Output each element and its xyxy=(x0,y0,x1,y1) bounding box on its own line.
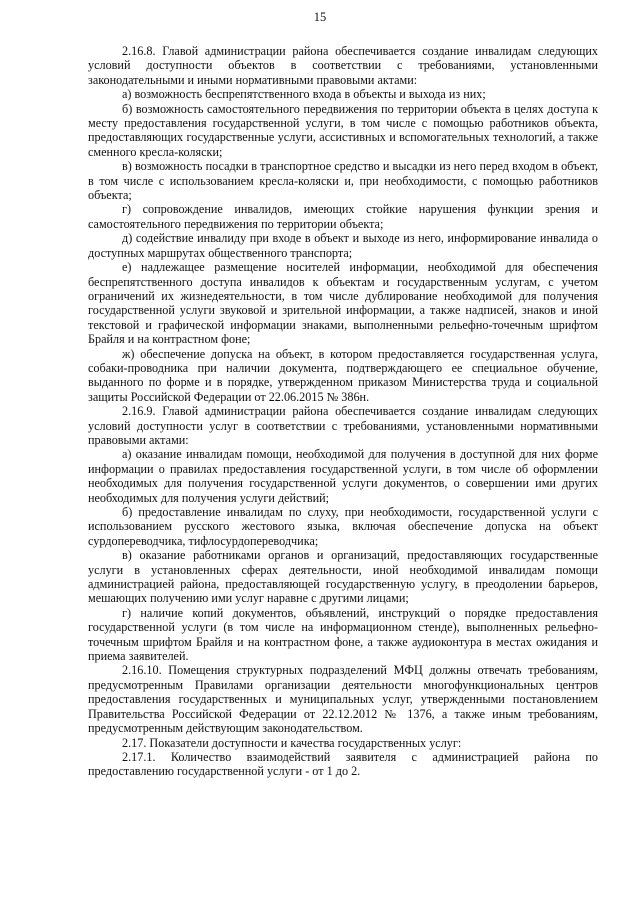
paragraph-2-16-10: 2.16.10. Помещения структурных подразделений МФЦ должны отвечать требованиям, предусмотренным Правилами организации деятельности многофункциональных центров предоставления государственных и муниципальных услуг, утвержденными постановлением Правительства Российской Федерации от 22.12.2012 № 1376, а также иным требованиям, предусмотренным действующим законодательством. xyxy=(88,663,598,736)
list-item-a: а) возможность беспрепятственного входа в объекты и выхода из них; xyxy=(122,87,486,102)
paragraph-2-17-1: 2.17.1. Количество взаимодействий заявителя с администрацией района по предоставлению государственной услуги - от 1 до 2. xyxy=(88,749,598,779)
list-item-v: в) возможность посадки в транспортное средство и высадки из него перед входом в объект, в том числе с использованием кресла-коляски и, при необходимости, с помощью работников объекта; xyxy=(88,159,598,203)
list-item-e: е) надлежащее размещение носителей информации, необходимой для обеспечения беспрепятственного доступа инвалидов к объектам и государственным услугам, с учетом ограничений их жизнедеятельности, в том числе дублирование необходимой для получения государственной услуги звуковой и зрительной информации, а также надписей, знаков и иной текстовой и графической информации знаками, выполненными рельефно-точечным шрифтом Брайля и на контрастном фоне; xyxy=(88,260,598,347)
paragraph-2-16-9: 2.16.9. Главой администрации района обеспечивается создание инвалидам следующих условий доступности услуг в соответствии с требованиями, установленными нормативными правовыми актами: xyxy=(88,404,598,447)
list-item-b-2: б) предоставление инвалидам по слуху, при необходимости, государственной услуги с использованием русского жестового языка, включая обеспечение допуска на объект сурдопереводчика, тифлосурдопереводчика; xyxy=(88,505,598,548)
list-item-g-2: г) наличие копий документов, объявлений, инструкций о порядке предоставления государственной услуги (в том числе на информационном стенде), выполненных рельефно-точечным шрифтом Брайля и на контрастном фоне, а также аудиоконтура в местах ожидания и приема заявителей. xyxy=(88,605,598,664)
list-item-d: д) содействие инвалиду при входе в объект и выходе из него, информирование инвалида о доступных маршрутах общественного транспорта; xyxy=(88,231,598,260)
paragraph-2-17: 2.17. Показатели доступности и качества государственных услуг: xyxy=(122,735,462,750)
list-item-zh: ж) обеспечение допуска на объект, в котором предоставляется государственная услуга, собаки-проводника при наличии документа, подтверждающего ее специальное обучение, выданного по форме и в порядке, утвержденном приказом Министерства труда и социальной защиты Российской Федерации от 22.06.2015 № 386н. xyxy=(88,346,598,404)
page-number: 15 xyxy=(313,10,327,24)
document-body xyxy=(88,44,598,779)
list-item-b: б) возможность самостоятельного передвижения по территории объекта в целях доступа к месту предоставления государственной услуги, в том числе с помощью работников объекта, предоставляющих государственные услуги, ассистивных и вспомогательных технологий, а также сменного кресла-коляски; xyxy=(88,101,598,159)
list-item-a-2: а) оказание инвалидам помощи, необходимой для получения в доступной для них форме информации о правилах предоставления государственной услуги, в том числе об оформлении необходимых для получения государственной услуги документов, о совершении ими других необходимых для получения услуги действий; xyxy=(88,447,598,505)
list-item-v-2: в) оказание работниками органов и организаций, предоставляющих государственные услуги в установленных сферах деятельности, иной необходимой инвалидам помощи администрацией района, предоставляющей государственную услугу, в преодолении барьеров, мешающих получению ими услуг наравне с другими лицами; xyxy=(88,548,598,606)
list-item-g: г) сопровождение инвалидов, имеющих стойкие нарушения функции зрения и самостоятельного передвижения по территории объекта; xyxy=(88,202,598,231)
paragraph-2-16-8: 2.16.8. Главой администрации района обеспечивается создание инвалидам следующих условий доступности объектов в соответствии с требованиями, установленными законодательными и иными нормативными правовыми актами: xyxy=(88,44,598,87)
